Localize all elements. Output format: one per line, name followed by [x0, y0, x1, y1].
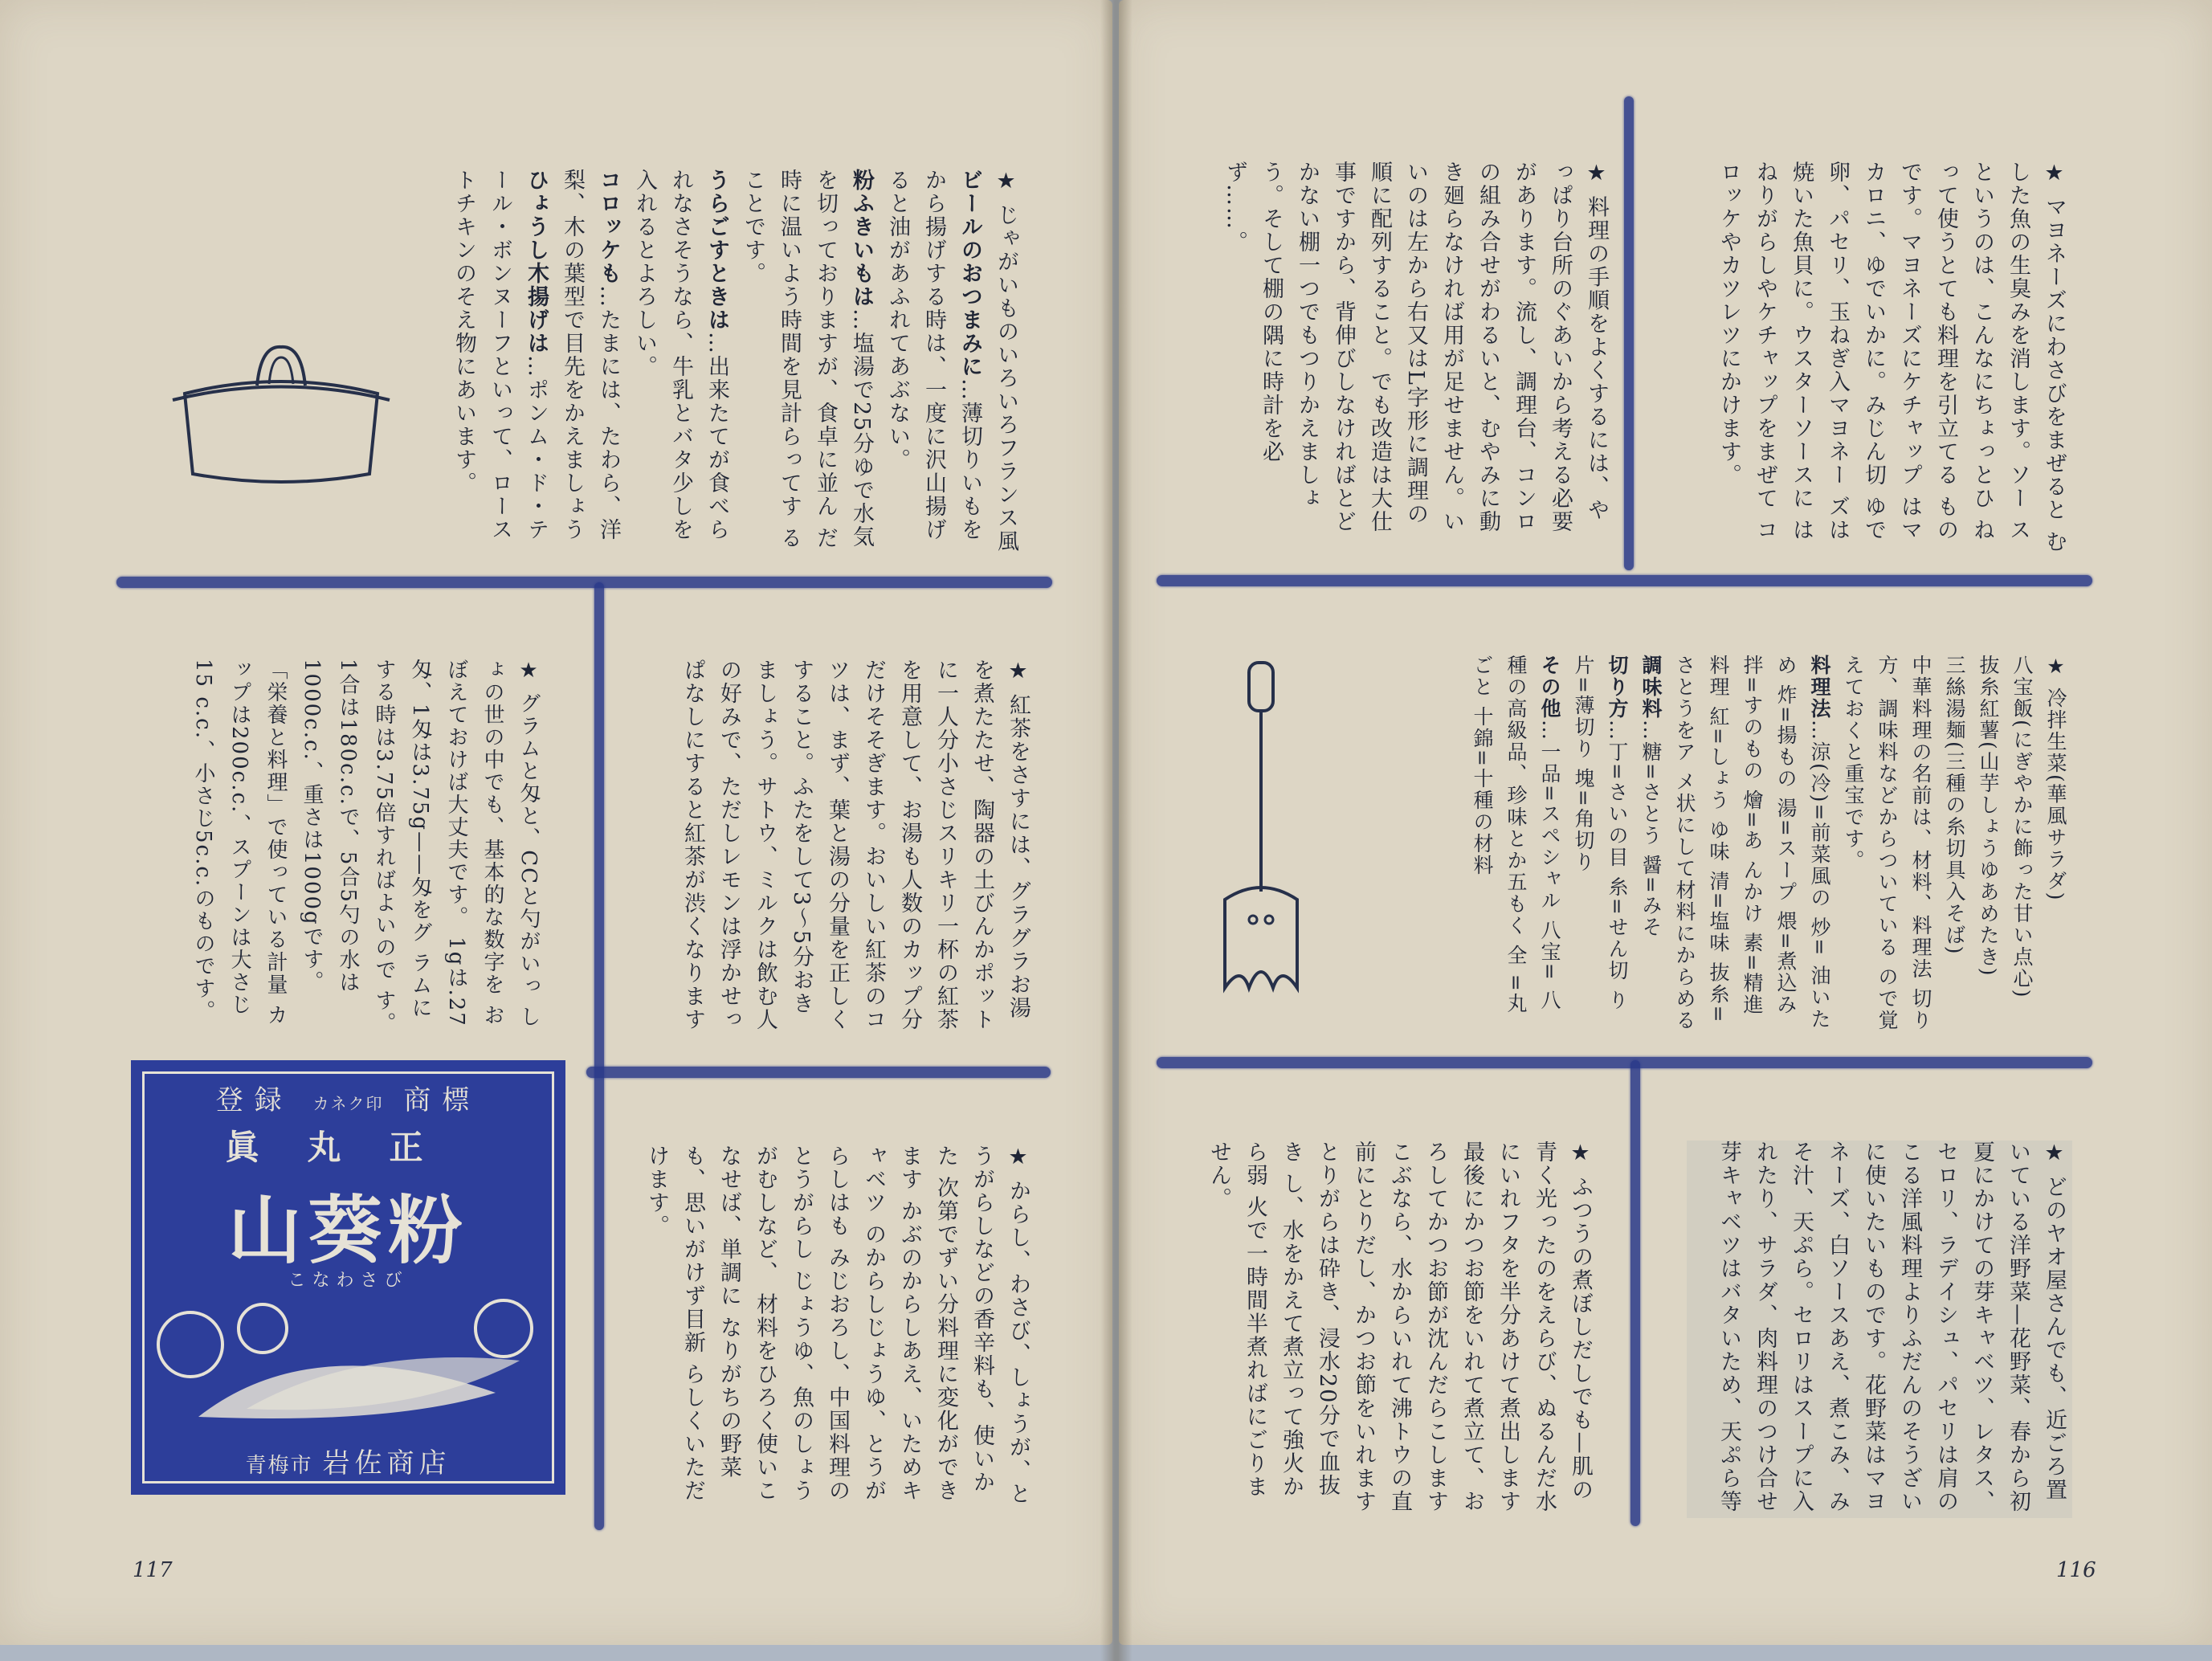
body-text: …涼(冷)=前菜風の 炒= 油いため 炸=揚もの 湯=スープ 煨=煮込み 拌=すのもの 燴=あ んかけ 素=精進料理 紅=しょう ゆ味 清=塩味 抜糸=さとうをア メ状にして材料にからめる: [1673, 655, 1831, 1031]
topic-heading: 調味料: [1639, 655, 1663, 720]
body-text: ★ 冷拌生菜(華風サラダ): [2044, 655, 2067, 902]
genuine-label: 眞: [225, 1128, 308, 1167]
paragraph: [626, 169, 735, 562]
paragraph: [446, 169, 554, 562]
paragraph: [1711, 1141, 2072, 1518]
chinese-cuisine-terms-text: [1373, 655, 2072, 1032]
paragraph: [643, 1145, 1036, 1514]
body-text: ★ 料理の手順をよくするには、や っぱり台所のぐあいから考える必要 があります。流し、調理台、コンロ の組み合せがわるいと、むやみに動 き廻らなければ用が足せません。い いのは左から右又はL字形に調理の 順に配列すること。でも改造は大仕 事ですから、背伸びしなければとど かない棚一つでもつりかえましょ う。そして棚の隅に時計を必ず……。: [1222, 161, 1609, 533]
topic-heading: 粉ふきいもは: [849, 169, 874, 308]
body-text: …糖=さとう 醤=みそ: [1639, 720, 1663, 938]
body-text: 中華料理の名前は、材料、料理法 切り方、調味料などからついている ので覚えておくと重宝です。: [1842, 655, 1932, 1031]
soup-stock-tips-text: [1197, 1141, 1598, 1518]
body-text: ★ グラムと匁と、CCと勺がいっ しょの世の中でも、基本的な数字を おぼえておけば大丈夫です。 1gは.27匁、1匁は3.75g——匁をグ ラムにする時は3.75倍すればよいので す。1合は180c.c.で、5合5勺の水は 1000c.c.、重さは1000gです。 「栄養と料理」で使っている計量 カップは200c.c.、スプーンは大さじ15 c.c.、小さじ5c.c.のものです。: [191, 659, 541, 1035]
body-text: …一品=スペシャル 八宝= 八種の高級品、珍味とか五もく 全 =丸ごと 十錦=十種の材料: [1471, 655, 1561, 1014]
brand-mark-label: カネク印: [312, 1094, 384, 1113]
advertisement-shop-line: [134, 1441, 562, 1480]
page-number-left: 117: [133, 1558, 173, 1582]
western-vegetable-tips-text: [1687, 1141, 2072, 1518]
right-horizontal-rule-top: [1157, 575, 2092, 586]
paragraph: [735, 169, 879, 562]
paragraph: [1667, 655, 1836, 1032]
tea-tips-text: [643, 659, 1036, 1032]
topic-heading: ビールのおつまみに: [957, 169, 982, 378]
paragraph: [185, 659, 546, 1036]
potato-tips-text: [430, 169, 1024, 562]
paragraph: [1937, 655, 1971, 1032]
paragraph: [1465, 655, 1566, 1032]
body-text: ★ 紅茶をさすには、グラグラお湯 を煮たたせ、陶器の土びんかポット に一人分小さじスリキリ一杯の紅茶 を用意して、お湯も人数のカップ分 だけそそぎます。おいしい紅茶のコ ツは、まず、葉と湯の分量を正しく すること。ふたをして3〜5分おき ましょう。サトウ、ミルクは飲む人 の好みで、ただしレモンは浮かせっ ぱなしにすると紅茶が渋くなります: [680, 659, 1030, 1031]
topic-heading: コロッケも: [596, 169, 621, 285]
body-text: 八宝飯(にぎやかに飾った甘い点心): [2010, 655, 2034, 999]
body-text: ★ ふつうの煮ぼしだしでも—肌の 青く光ったのをえらび、ぬるんだ水 にいれフタを半分あけて煮出します 最後にかつお節をいれて煮立て、お ろしてかつお節が沈んだらこします こぶなら、水からいれて沸トウの直 前にとりだし、かつお節をいれます とりがらは砕き、浸水20分で血抜き し、水をかえて煮立って強火から弱 火で一時間半煮ればにごりません。: [1206, 1141, 1593, 1513]
paragraph: [988, 169, 1024, 562]
body-text: ★ じゃがいものいろいろフランス風: [994, 169, 1018, 553]
body-text: ★ からし、わさび、しょうが、と うがらしなどの香辛料も、使いかた 次第でずい分料理に変化ができます かぶのからしあえ、いためキャベツ のからしじょうゆ、とうがらしはも みじおろし、中国料理のとうがらし じょうゆ、魚のしょうがむしなど、 材料をひろく使いこなせば、単調に なりがちの野菜も、思いがけず目新 らしくいただけます。: [644, 1145, 1030, 1506]
page-number-right: 116: [2056, 1558, 2096, 1582]
left-vertical-rule: [594, 582, 604, 1530]
body-text: ★ どのヤオ屋さんでも、近ごろ置 いている洋野菜—花野菜、春から初 夏にかけての芽キャベツ、レタス、 セロリ、ラデイシュ、パセリは肩の こる洋風料理よりふだんのそうざい に使いたいものです。花野菜はマヨ ネーズ、白ソースあえ、煮こみ、み そ汁、天ぷら。セロリはスープに入 れたり、サラダ、肉料理のつけ合せ 芽キャベツはバタいため、天ぷら等: [1716, 1141, 2067, 1513]
body-text: 抜糸紅薯(山芋しょうゆあめたき): [1977, 655, 2000, 977]
body-text: ★ マヨネーズにわさびをまぜると むした魚の生臭みを消します。ソー スというのは、こんなにちょっとひ ねって使うとても料理を引立てる ものです。マヨネーズにケチャップ はマカロニ、ゆでいかに。みじん切 ゆで卵、パセリ、玉ねぎ入マヨネー ズは焼いた魚貝に。ウスターソースに はねりがらしやケチャップをまぜて コロッケやカツレツにかけます。: [1716, 161, 2067, 554]
body-text: …丁=さいの目 糸=せん切 り 片=薄切り 塊=角切り: [1572, 655, 1629, 1011]
spatula-illustration-icon: [1209, 659, 1313, 996]
right-horizontal-rule-bottom: [1157, 1057, 2092, 1068]
measurement-tips-text: [161, 659, 546, 1036]
right-vertical-rule-top: [1624, 96, 1634, 570]
book-gutter: [1100, 0, 1133, 1661]
body-text: …出来たてが食べら れなさそうなら、牛乳とバタ少しを 入れるとよろしい。: [632, 169, 729, 541]
left-horizontal-rule-top: [116, 577, 1052, 588]
correct-label: 正: [389, 1128, 471, 1167]
wasabi-plant-icon: [150, 1296, 544, 1433]
paragraph: [1634, 655, 1667, 1032]
kitchen-layout-tips-text: [1189, 161, 1614, 538]
product-name: 山葵粉: [227, 1188, 469, 1274]
paragraph: [1711, 161, 2072, 554]
product-reading: こなわさび: [288, 1271, 409, 1291]
topic-heading: 切り方: [1606, 655, 1629, 720]
paragraph: [675, 659, 1036, 1032]
spice-tips-text: [643, 1145, 1036, 1514]
body-text: …たまには、たわら、洋 梨、木の葉型で目先をかえましょう: [560, 169, 621, 541]
paragraph: [879, 169, 988, 562]
paragraph: [2039, 655, 2072, 1032]
registered-label: 登録: [215, 1084, 293, 1116]
body-text: …塩湯で25分ゆで水気 を切っておりますが、食卓に並ん だ時に温いよう時間を見計らってす ることです。: [741, 169, 874, 550]
trademark-label: 商標: [403, 1084, 481, 1116]
body-text: …薄切りいもを から揚げする時は、一度に沢山揚げ ると油があふれてあぶない。: [885, 169, 982, 541]
paragraph: [1836, 655, 1937, 1032]
paragraph: [1201, 1141, 1598, 1518]
topic-heading: その他: [1538, 655, 1561, 720]
shop-name: 岩佐商店: [322, 1447, 451, 1479]
advertisement-trademark-line: [134, 1078, 562, 1117]
paragraph: [1217, 161, 1614, 538]
topic-heading: ひょうし木揚げは: [524, 169, 549, 355]
topic-heading: うらごすときは: [704, 169, 729, 332]
topic-heading: 料理法: [1808, 655, 1831, 720]
shop-city: 青梅市: [245, 1454, 313, 1478]
paragraph: [554, 169, 626, 562]
advertisement-genuine-line: [134, 1121, 562, 1169]
brand-logo: 丸: [307, 1128, 390, 1167]
body-text: …ポンム・ド・テ ール・ボンヌーフといって、ロース トチキンのそえ物にあいます。: [451, 169, 549, 541]
left-horizontal-rule-middle: [586, 1067, 1051, 1078]
right-vertical-rule-bottom: [1630, 1060, 1640, 1526]
mayonnaise-tips-text: [1679, 161, 2072, 554]
paragraph: [1566, 655, 1634, 1032]
paragraph: [2005, 655, 2039, 1032]
paragraph: [1971, 655, 2005, 1032]
pot-illustration-icon: [169, 337, 394, 490]
wasabi-powder-advertisement: [131, 1060, 565, 1495]
body-text: 三絲湯麺(三種の糸切具入そば): [1943, 655, 1966, 956]
